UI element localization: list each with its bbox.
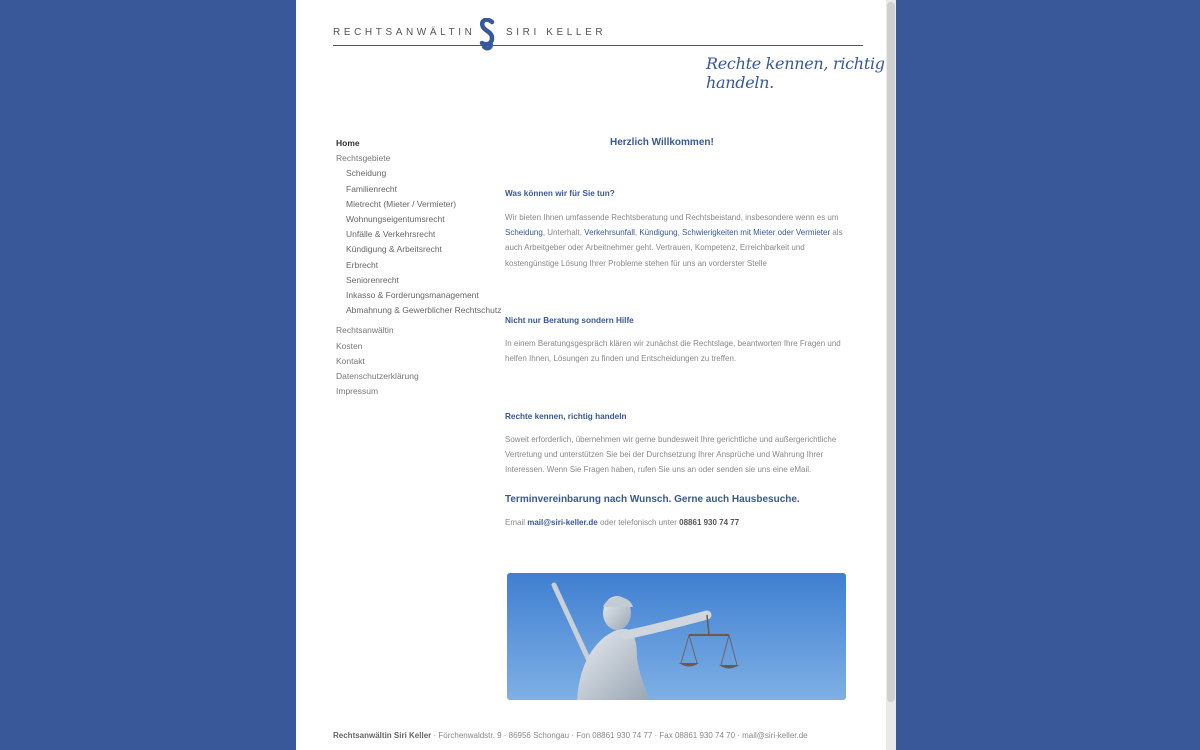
- contact-mid: oder telefonisch unter: [597, 518, 680, 527]
- link-mieter-vermieter[interactable]: Schwierigkeiten mit Mieter oder Vermieter: [682, 228, 831, 238]
- nav-item-mietrecht[interactable]: Mietrecht (Mieter / Vermieter): [346, 198, 457, 209]
- nav-item-scheidung[interactable]: Scheidung: [346, 168, 387, 179]
- slogan: Rechte kennen, richtig handeln.: [706, 54, 885, 92]
- contact-prefix: Email: [505, 518, 528, 527]
- brand-title-left: RECHTSANWÄLTIN: [333, 27, 476, 38]
- nav-item-familienrecht[interactable]: Familienrecht: [346, 183, 398, 194]
- justitia-statue-image: [507, 573, 846, 700]
- footer: [333, 731, 808, 740]
- nav-item-rechtsanwaeltin[interactable]: Rechtsanwältin: [336, 325, 394, 336]
- section-text-services: [505, 210, 857, 271]
- justitia-statue-illustration: [507, 573, 846, 700]
- appointment-note: Terminvereinbarung nach Wunsch. Gerne auch Hausbesuche.: [505, 494, 800, 505]
- nav-item-datenschutz[interactable]: Datenschutzerklärung: [336, 371, 419, 382]
- nav-item-seniorenrecht[interactable]: Seniorenrecht: [346, 274, 399, 285]
- services-sep-2: ,: [677, 228, 683, 238]
- brand-title-right: SIRI KELLER: [506, 27, 607, 38]
- header-divider: [333, 45, 863, 46]
- link-verkehrsunfall[interactable]: Verkehrsunfall: [584, 228, 635, 238]
- services-text-c: als auch Arbeitgeber oder Arbeitnehmer geht. Vertrauen, Kompetenz, Erreichbarkeit und kostengünstige Lösung Ihrer Probleme stehen für uns an vorderster Stelle: [505, 228, 843, 268]
- services-text-b: , Unterhalt,: [542, 228, 585, 238]
- welcome-heading: Herzlich Willkommen!: [610, 137, 714, 148]
- nav-item-kontakt[interactable]: Kontakt: [336, 355, 365, 366]
- section-heading-services: Was können wir für Sie tun?: [505, 189, 615, 198]
- contact-line: [505, 515, 857, 530]
- services-sep-1: ,: [634, 228, 640, 238]
- nav-item-rechtsgebiete[interactable]: Rechtsgebiete: [336, 153, 391, 164]
- logo-s-icon[interactable]: [479, 18, 495, 52]
- nav-item-unfaelle-verkehrsrecht[interactable]: Unfälle & Verkehrsrecht: [346, 229, 436, 240]
- footer-name: Rechtsanwältin Siri Keller: [333, 731, 432, 740]
- page-scrollbar[interactable]: [886, 0, 896, 750]
- nav-item-impressum[interactable]: Impressum: [336, 386, 379, 397]
- footer-details: · Förchenwaldstr. 9 · 86956 Schongau · Fon 08861 930 74 77 · Fax 08861 930 74 70 · mail@siri-keller.de: [431, 731, 808, 740]
- nav-item-erbrecht[interactable]: Erbrecht: [346, 259, 379, 270]
- contact-email-link[interactable]: mail@siri-keller.de: [527, 518, 598, 527]
- nav-item-kosten[interactable]: Kosten: [336, 340, 363, 351]
- contact-phone: 08861 930 74 77: [679, 518, 740, 527]
- scrollbar-thumb[interactable]: [887, 2, 895, 702]
- sidebar-nav: [336, 136, 506, 399]
- link-scheidung[interactable]: Scheidung: [505, 228, 543, 238]
- section-heading-rights: Rechte kennen, richtig handeln: [505, 412, 627, 421]
- section-heading-help: Nicht nur Beratung sondern Hilfe: [505, 316, 634, 325]
- nav-item-abmahnung[interactable]: Abmahnung & Gewerblicher Rechtschutz: [346, 305, 502, 316]
- section-text-rights: Soweit erforderlich, übernehmen wir gerne bundesweit Ihre gerichtliche und außergerichtliche Vertretung und unterstützen Sie bei der Durchsetzung Ihrer Ansprüche und Wahrung Ihrer Interessen. Wenn Sie Fragen haben, rufen Sie uns an oder senden sie uns eine eMail.: [505, 435, 837, 475]
- nav-item-kuendigung-arbeitsrecht[interactable]: Kündigung & Arbeitsrecht: [346, 244, 442, 255]
- page-container: [296, 0, 896, 750]
- link-kuendigung[interactable]: Kündigung: [639, 228, 678, 238]
- nav-item-wohnungseigentumsrecht[interactable]: Wohnungseigentumsrecht: [346, 214, 445, 225]
- services-text-a: Wir bieten Ihnen umfassende Rechtsberatung und Rechtsbeistand, insbesondere wenn es um: [505, 213, 839, 222]
- section-text-help: In einem Beratungsgespräch klären wir zunächst die Rechtslage, beantworten Ihre Fragen und helfen Ihnen, Lösungen zu finden und Entscheidungen zu treffen.: [505, 339, 841, 364]
- nav-item-inkasso[interactable]: Inkasso & Forderungsmanagement: [346, 290, 479, 301]
- nav-item-home[interactable]: Home: [336, 138, 360, 148]
